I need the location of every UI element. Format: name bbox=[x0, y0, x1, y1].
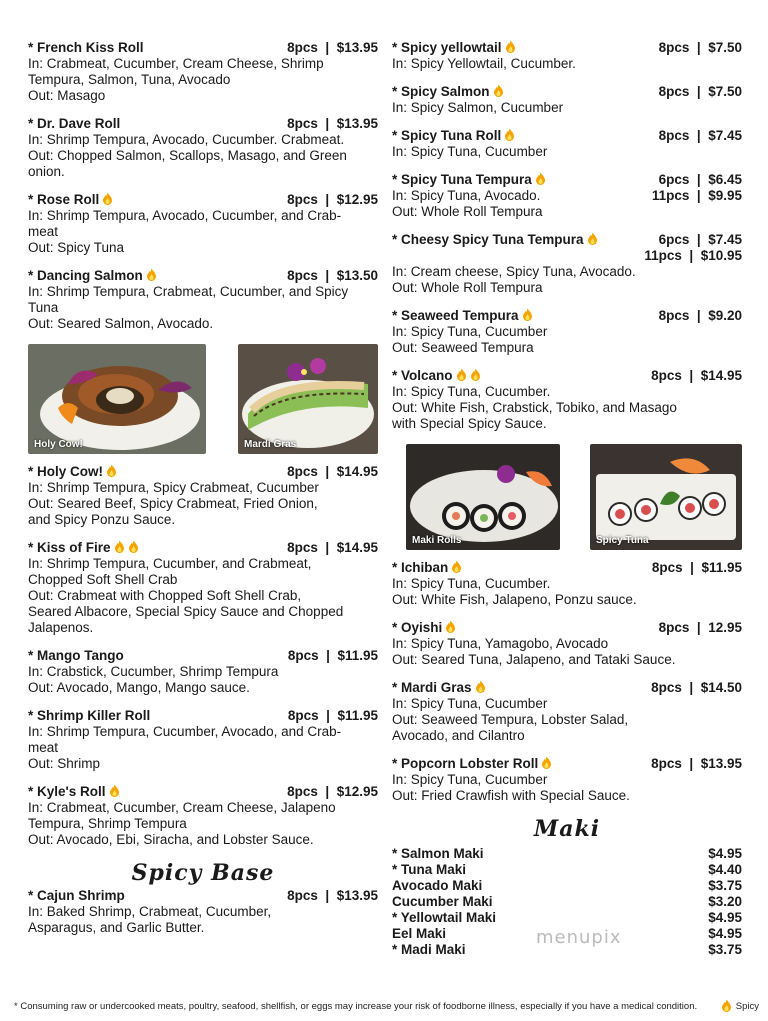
menu-item-name bbox=[28, 192, 113, 208]
menu-item-alt-price: 11pcs | $10.95 bbox=[644, 248, 742, 263]
menu-item bbox=[28, 888, 378, 936]
footer-disclaimer: * Consuming raw or undercooked meats, poultry, seafood, shellfish, or eggs may increase your risk of foodborne illness, especially if you have a medical condition. bbox=[14, 1000, 698, 1012]
footer bbox=[14, 999, 759, 1013]
menu-item-name-text: * Volcano bbox=[392, 368, 453, 383]
menu-item-header bbox=[392, 84, 742, 100]
menu-item-price: 8pcs | $7.50 bbox=[658, 40, 742, 55]
menu-item-name bbox=[392, 620, 456, 636]
flame-icon bbox=[114, 540, 125, 554]
menu-item-line: In: Spicy Tuna, Cucumber. bbox=[392, 576, 551, 591]
menu-item-line: Out: Seared Beef, Spicy Crabmeat, Fried Onion, bbox=[28, 496, 318, 511]
menu-item-line: Out: Whole Roll Tempura bbox=[392, 204, 543, 219]
photo-mardi-gras bbox=[238, 344, 378, 454]
menu-item-line: Chopped Soft Shell Crab bbox=[28, 572, 178, 587]
photo-holy-cow bbox=[28, 344, 206, 454]
menu-item-line: Jalapenos. bbox=[28, 620, 94, 635]
menu-item-price: 8pcs | $14.95 bbox=[287, 540, 378, 555]
flame-icon bbox=[475, 680, 486, 694]
maki-name: * Salmon Maki bbox=[392, 846, 484, 861]
menu-item-line: Out: Spicy Tuna bbox=[28, 240, 125, 255]
menu-item-price: 8pcs | $13.50 bbox=[287, 268, 378, 283]
menu-item-name-text: * Rose Roll bbox=[28, 192, 100, 207]
menu-item-price: 8pcs | $9.20 bbox=[658, 308, 742, 323]
menu-item-price: 8pcs | $13.95 bbox=[287, 40, 378, 55]
menu-item-header bbox=[392, 560, 742, 576]
menu-item-line: Out: Crabmeat with Chopped Soft Shell Crab, bbox=[28, 588, 302, 603]
menu-item-line: In: Crabstick, Cucumber, Shrimp Tempura bbox=[28, 664, 279, 679]
menu-item bbox=[28, 540, 378, 636]
menu-item-alt-price-row bbox=[392, 248, 742, 264]
menu-item-line: Out: Seared Tuna, Jalapeno, and Tataki Sauce. bbox=[392, 652, 676, 667]
menu-item-line: Out: Fried Crawfish with Special Sauce. bbox=[392, 788, 630, 803]
menu-item-header bbox=[392, 620, 742, 636]
menu-item bbox=[28, 464, 378, 528]
maki-name: Cucumber Maki bbox=[392, 894, 493, 909]
menu-item-name-text: * Spicy Salmon bbox=[392, 84, 490, 99]
menu-item-price: 8pcs | $11.95 bbox=[651, 560, 742, 575]
maki-row bbox=[392, 894, 742, 910]
menu-item bbox=[28, 708, 378, 772]
flame-icon bbox=[541, 756, 552, 770]
menu-item-name-text: * French Kiss Roll bbox=[28, 40, 144, 55]
photo-spicy-tuna bbox=[590, 444, 742, 550]
menu-item-name bbox=[392, 680, 486, 696]
menu-item-line: In: Baked Shrimp, Crabmeat, Cucumber, bbox=[28, 904, 272, 919]
menu-item-line: Out: Seaweed Tempura bbox=[392, 340, 534, 355]
menu-item-header bbox=[28, 268, 378, 284]
menu-item-header bbox=[392, 308, 742, 324]
menu-item-line: In: Spicy Tuna, Cucumber. bbox=[392, 384, 551, 399]
maki-price: $3.75 bbox=[708, 942, 742, 957]
menu-item-line: Out: Masago bbox=[28, 88, 106, 103]
menu-item-price: 8pcs | $7.50 bbox=[658, 84, 742, 99]
menu-item-name bbox=[392, 756, 552, 772]
menu-item bbox=[392, 560, 742, 608]
menu-item-line: In: Spicy Salmon, Cucumber bbox=[392, 100, 564, 115]
menu-item-header bbox=[392, 368, 742, 384]
left-menu-list-2 bbox=[28, 464, 378, 848]
menu-item-name-text: * Kiss of Fire bbox=[28, 540, 111, 555]
menu-item-line: In: Spicy Tuna, Avocado. bbox=[392, 188, 541, 203]
menu-item-header bbox=[392, 756, 742, 772]
maki-row bbox=[392, 862, 742, 878]
menu-item-price: 8pcs | 12.95 bbox=[658, 620, 742, 635]
menu-item-name-text: * Cajun Shrimp bbox=[28, 888, 125, 903]
menu-item-price: 8pcs | $14.95 bbox=[651, 368, 742, 383]
menu-item-name-text: * Shrimp Killer Roll bbox=[28, 708, 151, 723]
menu-item-name bbox=[28, 540, 139, 556]
spicy-base-heading: Spicy Base bbox=[131, 860, 275, 886]
menu-item-line: Out: White Fish, Jalapeno, Ponzu sauce. bbox=[392, 592, 637, 607]
menu-item-alt-price: 11pcs | $9.95 bbox=[651, 188, 742, 203]
menu-item bbox=[28, 268, 378, 332]
menu-item-price: 8pcs | $14.50 bbox=[651, 680, 742, 695]
menu-item-line: onion. bbox=[28, 164, 65, 179]
menu-item-price: 6pcs | $7.45 bbox=[658, 232, 742, 247]
menu-item bbox=[392, 620, 742, 668]
menu-item-name-text: * Holy Cow! bbox=[28, 464, 104, 479]
menu-item-line: In: Cream cheese, Spicy Tuna, Avocado. bbox=[392, 264, 636, 279]
menu-item-name-text: * Mardi Gras bbox=[392, 680, 472, 695]
maki-row bbox=[392, 910, 742, 926]
menu-item bbox=[28, 40, 378, 104]
left-photo-row bbox=[28, 344, 378, 454]
menu-item-line: Out: Avocado, Ebi, Siracha, and Lobster Sauce. bbox=[28, 832, 314, 847]
left-menu-list bbox=[28, 40, 378, 332]
menu-item-line: In: Shrimp Tempura, Cucumber, Avocado, and Crab- bbox=[28, 724, 342, 739]
maki-price: $4.95 bbox=[708, 926, 742, 941]
menu-item-line: In: Shrimp Tempura, Crabmeat, Cucumber, and Spicy bbox=[28, 284, 349, 299]
menu-item bbox=[28, 192, 378, 256]
menu-item-name bbox=[392, 128, 515, 144]
menu-item-line: In: Spicy Tuna, Cucumber bbox=[392, 772, 548, 787]
menu-item-name bbox=[28, 708, 150, 724]
menu-item-line: Out: Avocado, Mango, Mango sauce. bbox=[28, 680, 250, 695]
spicy-legend bbox=[718, 999, 759, 1013]
spicy-legend-label: Spicy bbox=[735, 1000, 759, 1012]
flame-icon bbox=[445, 620, 456, 634]
menu-item-line: Tuna bbox=[28, 300, 59, 315]
menu-item-line: Out: Seaweed Tempura, Lobster Salad, bbox=[392, 712, 629, 727]
menu-item-name bbox=[392, 368, 481, 384]
flame-icon bbox=[493, 84, 504, 98]
flame-icon bbox=[535, 172, 546, 186]
menu-item-name-text: * Spicy Tuna Tempura bbox=[392, 172, 532, 187]
menu-item-header bbox=[392, 680, 742, 696]
menu-item-header bbox=[392, 40, 742, 56]
right-photo-row bbox=[392, 444, 742, 550]
menu-item-header bbox=[392, 232, 742, 248]
menu-item bbox=[392, 756, 742, 804]
menu-item-name bbox=[28, 268, 157, 284]
menu-item-name-text: * Ichiban bbox=[392, 560, 449, 575]
menu-item-name bbox=[392, 172, 546, 188]
photo-caption: Holy Cow! bbox=[34, 439, 83, 450]
watermark: menupix bbox=[536, 927, 622, 948]
menu-item-name-text: * Cheesy Spicy Tuna Tempura bbox=[392, 232, 584, 247]
menu-item-line: Avocado, and Cilantro bbox=[392, 728, 525, 743]
menu-item bbox=[28, 116, 378, 180]
menu-item-price: 8pcs | $14.95 bbox=[287, 464, 378, 479]
menu-item-name bbox=[28, 464, 117, 480]
maki-row bbox=[392, 846, 742, 862]
menu-item-price: 8pcs | $11.95 bbox=[287, 708, 378, 723]
menu-item-price: 8pcs | $12.95 bbox=[287, 192, 378, 207]
menu-item bbox=[392, 128, 742, 160]
menu-item-header bbox=[28, 784, 378, 800]
menu-item-header bbox=[28, 40, 378, 56]
menu-item bbox=[28, 648, 378, 696]
menu-item-name bbox=[28, 888, 125, 904]
flame-icon bbox=[128, 540, 139, 554]
menu-item-price: 6pcs | $6.45 bbox=[658, 172, 742, 187]
maki-price: $4.95 bbox=[708, 910, 742, 925]
menu-item bbox=[392, 680, 742, 744]
menu-item-line: with Special Spicy Sauce. bbox=[392, 416, 547, 431]
left-menu-list-3 bbox=[28, 888, 378, 936]
flame-icon bbox=[587, 232, 598, 246]
menu-item-name bbox=[28, 648, 124, 664]
maki-price: $4.40 bbox=[708, 862, 742, 877]
maki-name: Eel Maki bbox=[392, 926, 447, 941]
photo-maki-rolls bbox=[406, 444, 560, 550]
right-menu-list bbox=[392, 40, 742, 432]
maki-name: * Yellowtail Maki bbox=[392, 910, 497, 925]
menu-item-name bbox=[392, 232, 598, 248]
right-menu-list-2 bbox=[392, 560, 742, 804]
menu-item-name-text: * Seaweed Tempura bbox=[392, 308, 519, 323]
menu-item-line: meat bbox=[28, 740, 59, 755]
flame-icon bbox=[451, 560, 462, 574]
menu-item-header bbox=[28, 888, 378, 904]
menu-item-name bbox=[392, 84, 504, 100]
maki-name: Avocado Maki bbox=[392, 878, 483, 893]
menu-item-line: Seared Albacore, Special Spicy Sauce and Chopped bbox=[28, 604, 344, 619]
menu-item bbox=[392, 368, 742, 432]
menu-item-name bbox=[392, 40, 516, 56]
menu-item-header bbox=[28, 116, 378, 132]
menu-item-line: In: Spicy Tuna, Cucumber bbox=[392, 144, 548, 159]
menu-item-line: In: Shrimp Tempura, Cucumber, and Crabmeat, bbox=[28, 556, 312, 571]
flame-icon bbox=[721, 999, 732, 1013]
menu-item-name-text: * Kyle's Roll bbox=[28, 784, 106, 799]
menu-item-line: In: Shrimp Tempura, Avocado, Cucumber. Crabmeat. bbox=[28, 132, 345, 147]
menu-item-alt-price-row bbox=[392, 188, 742, 204]
menu-item-line: Out: Chopped Salmon, Scallops, Masago, and Green bbox=[28, 148, 347, 163]
flame-icon bbox=[456, 368, 467, 382]
menu-item bbox=[28, 784, 378, 848]
menu-item-line: In: Shrimp Tempura, Spicy Crabmeat, Cucumber bbox=[28, 480, 319, 495]
maki-name: * Tuna Maki bbox=[392, 862, 467, 877]
flame-icon bbox=[102, 192, 113, 206]
menu-item-line: Out: Seared Salmon, Avocado. bbox=[28, 316, 214, 331]
maki-price: $3.20 bbox=[708, 894, 742, 909]
menu-item-line: Asparagus, and Garlic Butter. bbox=[28, 920, 205, 935]
menu-item bbox=[392, 308, 742, 356]
menu-item-name bbox=[392, 308, 533, 324]
flame-icon bbox=[470, 368, 481, 382]
menu-item-name bbox=[28, 116, 120, 132]
photo-caption: Maki Rolls bbox=[412, 535, 462, 546]
menu-item-line: In: Spicy Yellowtail, Cucumber. bbox=[392, 56, 576, 71]
menu-item-name bbox=[28, 40, 144, 56]
menu-item-header bbox=[28, 464, 378, 480]
photo-caption: Spicy Tuna bbox=[596, 535, 649, 546]
menu-item-header bbox=[392, 128, 742, 144]
menu-item-price: 8pcs | $11.95 bbox=[287, 648, 378, 663]
menu-item-name-text: * Popcorn Lobster Roll bbox=[392, 756, 539, 771]
menu-item-price: 8pcs | $7.45 bbox=[658, 128, 742, 143]
menu-item-line: In: Crabmeat, Cucumber, Cream Cheese, Jalapeno bbox=[28, 800, 336, 815]
menu-item-line: Out: White Fish, Crabstick, Tobiko, and Masago bbox=[392, 400, 677, 415]
menu-item-header bbox=[28, 648, 378, 664]
flame-icon bbox=[504, 128, 515, 142]
flame-icon bbox=[106, 464, 117, 478]
menu-item bbox=[392, 232, 742, 296]
maki-row bbox=[392, 878, 742, 894]
menu-item-header bbox=[28, 192, 378, 208]
menu-item-header bbox=[28, 540, 378, 556]
menu-item-line: In: Shrimp Tempura, Avocado, Cucumber, and Crab- bbox=[28, 208, 342, 223]
menu-item-name-text: * Spicy yellowtail bbox=[392, 40, 502, 55]
right-column bbox=[392, 40, 742, 958]
menu-item-name-text: * Mango Tango bbox=[28, 648, 124, 663]
photo-caption: Mardi Gras bbox=[244, 439, 297, 450]
menu-item-line: and Spicy Ponzu Sauce. bbox=[28, 512, 176, 527]
menu-item bbox=[392, 40, 742, 72]
menu-item-name-text: * Dancing Salmon bbox=[28, 268, 143, 283]
menu-item-header bbox=[28, 708, 378, 724]
flame-icon bbox=[522, 308, 533, 322]
menu-item bbox=[392, 172, 742, 220]
flame-icon bbox=[109, 784, 120, 798]
menu-item-line: meat bbox=[28, 224, 59, 239]
flame-icon bbox=[146, 268, 157, 282]
maki-name: * Madi Maki bbox=[392, 942, 466, 957]
flame-icon bbox=[505, 40, 516, 54]
menu-item-line: Out: Shrimp bbox=[28, 756, 101, 771]
menu-item-name bbox=[392, 560, 462, 576]
menu-item bbox=[392, 84, 742, 116]
maki-heading: Maki bbox=[533, 816, 601, 842]
menu-item-price: 8pcs | $13.95 bbox=[287, 116, 378, 131]
menu-item-name-text: * Spicy Tuna Roll bbox=[392, 128, 502, 143]
menu-item-line: In: Spicy Tuna, Cucumber bbox=[392, 696, 548, 711]
menu-item-line: Tempura, Shrimp Tempura bbox=[28, 816, 187, 831]
menu-item-name-text: * Dr. Dave Roll bbox=[28, 116, 121, 131]
menu-item-line: In: Spicy Tuna, Cucumber bbox=[392, 324, 548, 339]
menu-item-line: Tempura, Salmon, Tuna, Avocado bbox=[28, 72, 231, 87]
left-column bbox=[28, 40, 378, 948]
menu-item-price: 8pcs | $13.95 bbox=[651, 756, 742, 771]
menu-item-line: In: Spicy Tuna, Yamagobo, Avocado bbox=[392, 636, 609, 651]
maki-price: $4.95 bbox=[708, 846, 742, 861]
menu-item-price: 8pcs | $13.95 bbox=[287, 888, 378, 903]
menu-item-header bbox=[392, 172, 742, 188]
menu-item-line: Out: Whole Roll Tempura bbox=[392, 280, 543, 295]
menu-item-name-text: * Oyishi bbox=[392, 620, 443, 635]
menu-item-name bbox=[28, 784, 120, 800]
menu-item-price: 8pcs | $12.95 bbox=[287, 784, 378, 799]
maki-price: $3.75 bbox=[708, 878, 742, 893]
menu-item-line: In: Crabmeat, Cucumber, Cream Cheese, Shrimp bbox=[28, 56, 324, 71]
